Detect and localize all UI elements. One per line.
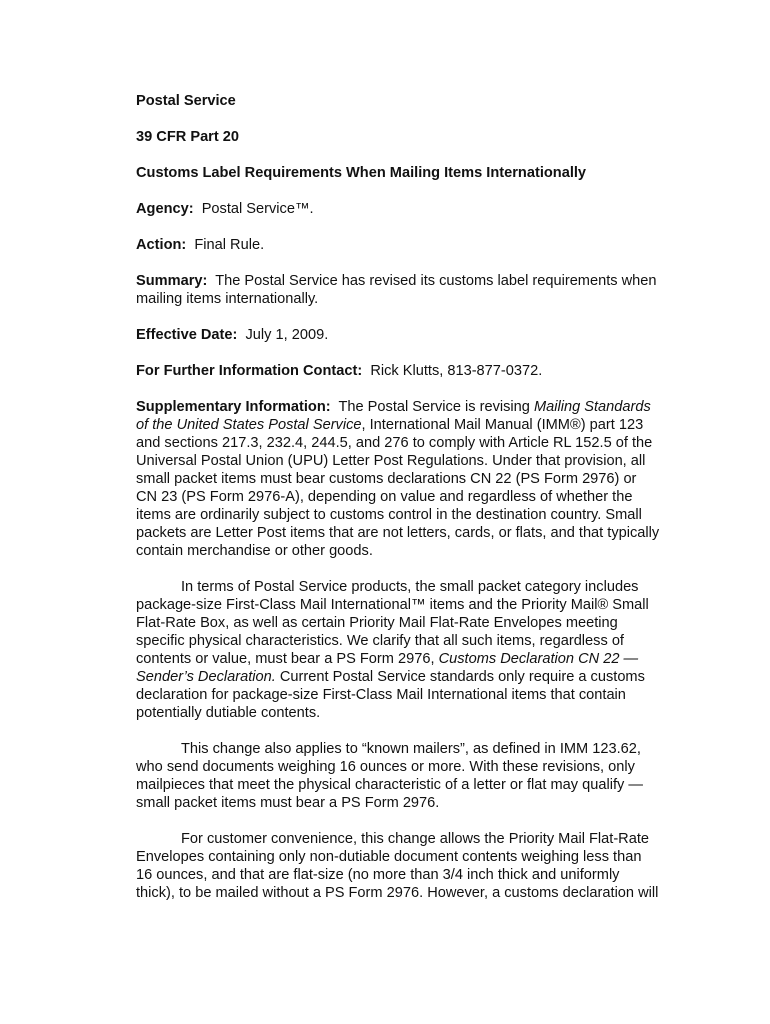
action-value: Final Rule. (194, 237, 265, 253)
action-label: Action: (136, 237, 187, 253)
supplementary-label: Supplementary Information: (136, 399, 331, 415)
agency-value: Postal Service™. (201, 201, 314, 217)
summary-text-line: mailing items internationally. (136, 291, 319, 307)
body-line: package-size First-Class Mail International™ items and the Priority Mail® Small (136, 597, 649, 613)
supplementary-paragraph: Supplementary Information: The Postal Service is revising Mailing Standards of the United States Postal Service, International Mail Manual (IMM®) part 123 and sections 217.3, 232.4, 244.5, and 276 to comply with Article RL 152.5 of the Universal Postal Union (UPU) Letter Post Regulations. Under that provision, all small packet items must bear customs declarations CN 22 (PS Form 2976) or CN 23 (PS Form 2976-A), depending on value and regardless of whether the items are ordinarily subject to customs control in the destination country. Small packets are Letter Post items that are not letters, cards, or flats, and that typically contain merchandise or other goods. (136, 398, 696, 560)
effective-date-field (136, 326, 696, 344)
body-line: thick), to be mailed without a PS Form 2976. However, a customs declaration will (136, 885, 659, 901)
body-line: declaration for package-size First-Class Mail International items that contain (136, 687, 626, 703)
effective-date-label: Effective Date: (136, 327, 238, 343)
body-line: small packet items must bear customs declarations CN 22 (PS Form 2976) or (136, 471, 637, 487)
body-line: packets are Letter Post items that are not letters, cards, or flats, and that typically (136, 525, 660, 541)
publication-title: of the United States Postal Service (136, 417, 362, 433)
contact-label: For Further Information Contact: (136, 363, 363, 379)
body-line: 16 ounces, and that are flat-size (no more than 3/4 inch thick and uniformly (136, 867, 620, 883)
body-line: specific physical characteristics. We clarify that all such items, regardless of (136, 633, 624, 649)
cfr-heading: 39 CFR Part 20 (136, 129, 240, 145)
body-line: Universal Postal Union (UPU) Letter Post Regulations. Under that provision, all (136, 453, 646, 469)
body-line: Flat-Rate Box, as well as certain Priority Mail Flat-Rate Envelopes meeting (136, 615, 618, 631)
body-paragraph-products: In terms of Postal Service products, the small packet category includes package-size First-Class Mail International™ items and the Priority Mail® Small Flat-Rate Box, as well as certain Priority Mail Flat-Rate Envelopes meeting specific physical characteristics. We clarify that all such items, regardless of contents or value, must bear a PS Form 2976, Customs Declaration CN 22 — Sender’s Declaration. Current Postal Service standards only require a customs declaration for package-size First-Class Mail International items that contain potentially dutiable contents. (136, 578, 696, 722)
action-field (136, 236, 696, 254)
summary-text-line: The Postal Service has revised its customs label requirements when (215, 273, 657, 289)
agency-field (136, 200, 696, 218)
document-title: Customs Label Requirements When Mailing Items Internationally (136, 165, 587, 181)
contact-value: Rick Klutts, 813-877-0372. (370, 363, 543, 379)
form-title: Sender’s Declaration. (136, 669, 276, 685)
body-line: Envelopes containing only non-dutiable document contents weighing less than (136, 849, 642, 865)
body-line: CN 23 (PS Form 2976-A), depending on value and regardless of whether the (136, 489, 633, 505)
body-line: small packet items must bear a PS Form 2976. (136, 795, 440, 811)
agency-label: Agency: (136, 201, 194, 217)
body-paragraph-convenience: For customer convenience, this change allows the Priority Mail Flat-Rate Envelopes containing only non-dutiable document contents weighing less than 16 ounces, and that are flat-size (no more than 3/4 inch thick and uniformly thick), to be mailed without a PS Form 2976. However, a customs declaration will (136, 830, 696, 902)
agency-heading: Postal Service (136, 93, 236, 109)
publication-title: Mailing Standards (533, 399, 651, 415)
summary-label: Summary: (136, 273, 208, 289)
summary-field (136, 272, 696, 308)
body-line: mailpieces that meet the physical characteristic of a letter or flat may qualify — (136, 777, 643, 793)
document-page (136, 92, 696, 920)
effective-date-value: July 1, 2009. (245, 327, 329, 343)
body-line: who send documents weighing 16 ounces or more. With these revisions, only (136, 759, 635, 775)
body-line: items are ordinarily subject to customs control in the destination country. Small (136, 507, 642, 523)
contact-field (136, 362, 696, 380)
body-line: potentially dutiable contents. (136, 705, 321, 721)
body-paragraph-known-mailers: This change also applies to “known mailers”, as defined in IMM 123.62, who send documents weighing 16 ounces or more. With these revisions, only mailpieces that meet the physical characteristic of a letter or flat may qualify — small packet items must bear a PS Form 2976. (136, 740, 696, 812)
body-line: contain merchandise or other goods. (136, 543, 373, 559)
form-title: Customs Declaration CN 22 — (438, 651, 639, 667)
body-line: and sections 217.3, 232.4, 244.5, and 276 to comply with Article RL 152.5 of the (136, 435, 653, 451)
